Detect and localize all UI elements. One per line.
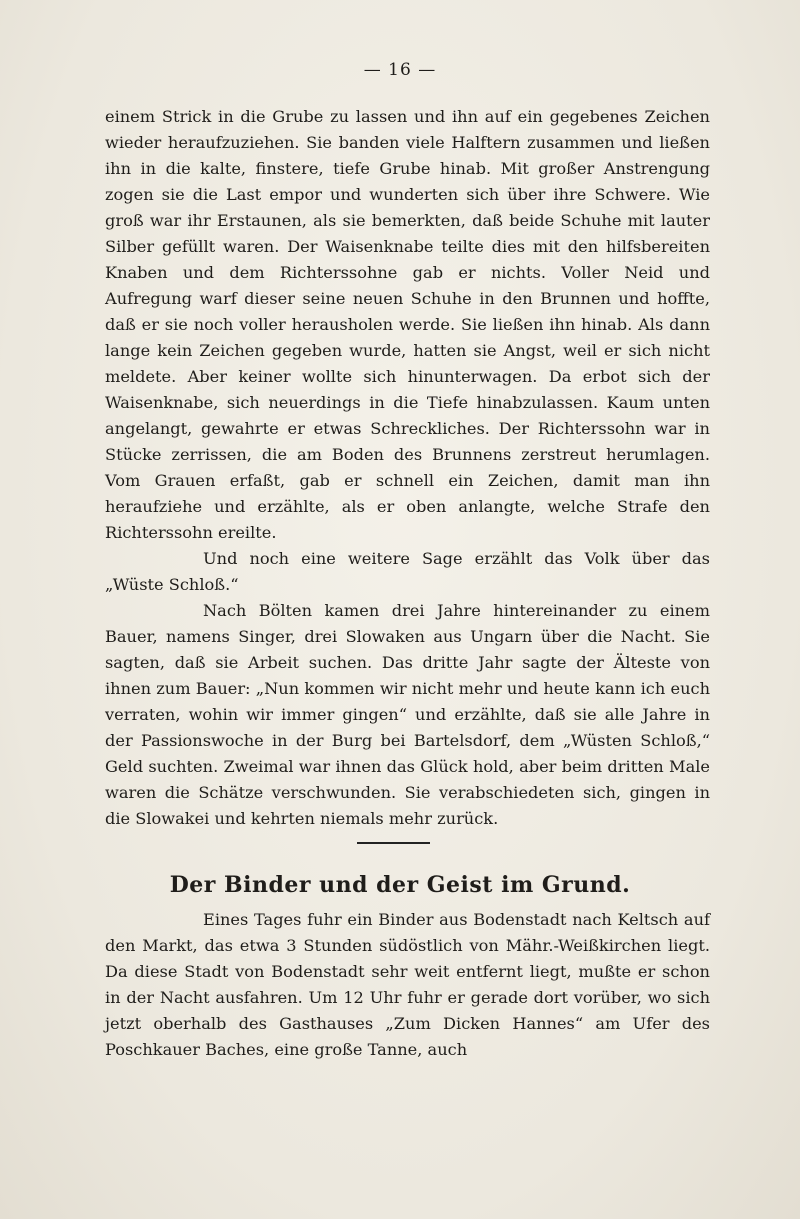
- second-text-section: [105, 907, 710, 1063]
- paragraph: Nach Bölten kamen drei Jahre hintereinander zu einem Bauer, namens Singer, drei Slowaken aus Ungarn über die Nacht. Sie sagten, daß sie Arbeit suchen. Das dritte Jahr sagte der Älteste von ihnen zum Bauer: „Nun kommen wir nicht mehr und heute kann ich euch verraten, wohin wir immer gingen“ und erzählte, daß sie alle Jahre in der Passionswoche in der Burg bei Bartelsdorf, dem „Wüsten Schloß,“ Geld suchten. Zweimal war ihnen das Glück hold, aber beim dritten Male waren die Schätze verschwunden. Sie verabschiedeten sich, gingen in die Slowakei und kehrten niemals mehr zurück.: [105, 601, 710, 828]
- page-number: — 16 —: [363, 60, 437, 80]
- section-divider: [357, 842, 430, 844]
- paragraph: Eines Tages fuhr ein Binder aus Bodenstadt nach Keltsch auf den Markt, das etwa 3 Stunden südöstlich von Mähr.-Weißkirchen liegt. Da diese Stadt von Bodenstadt sehr weit entfernt liegt, mußte er schon in der Nacht ausfahren. Um 12 Uhr fuhr er gerade dort vorüber, wo sich jetzt oberhalb des Gasthauses „Zum Dicken Hannes“ am Ufer des Poschkauer Baches, eine große Tanne, auch: [105, 910, 710, 1059]
- main-text-section: [105, 104, 710, 832]
- paragraph: Und noch eine weitere Sage erzählt das Volk über das „Wüste Schloß.“: [105, 549, 710, 594]
- section-heading: Der Binder und der Geist im Grund.: [169, 872, 631, 898]
- paragraph: einem Strick in die Grube zu lassen und ihn auf ein gegebenes Zeichen wieder heraufzuziehen. Sie banden viele Halftern zusammen und ließen ihn in die kalte, finstere, tiefe Grube hinab. Mit großer Anstrengung zogen sie die Last empor und wunderten sich über ihre Schwere. Wie groß war ihr Erstaunen, als sie bemerkten, daß beide Schuhe mit lauter Silber gefüllt waren. Der Waisenknabe teilte dies mit den hilfsbereiten Knaben und dem Richterssohne gab er nichts. Voller Neid und Aufregung warf dieser seine neuen Schuhe in den Brunnen und hoffte, daß er sie noch voller herausholen werde. Sie ließen ihn hinab. Als dann lange kein Zeichen gegeben wurde, hatten sie Angst, weil er sich nicht meldete. Aber keiner wollte sich hinunterwagen. Da erbot sich der Waisenknabe, sich neuerdings in die Tiefe hinabzulassen. Kaum unten angelangt, gewahrte er etwas Schreckliches. Der Richterssohn war in Stücke zerrissen, die am Boden des Brunnens zerstreut herumlagen. Vom Grauen erfaßt, gab er schnell ein Zeichen, damit man ihn heraufziehe und erzählte, als er oben anlangte, welche Strafe den Richterssohn ereilte.: [105, 107, 710, 542]
